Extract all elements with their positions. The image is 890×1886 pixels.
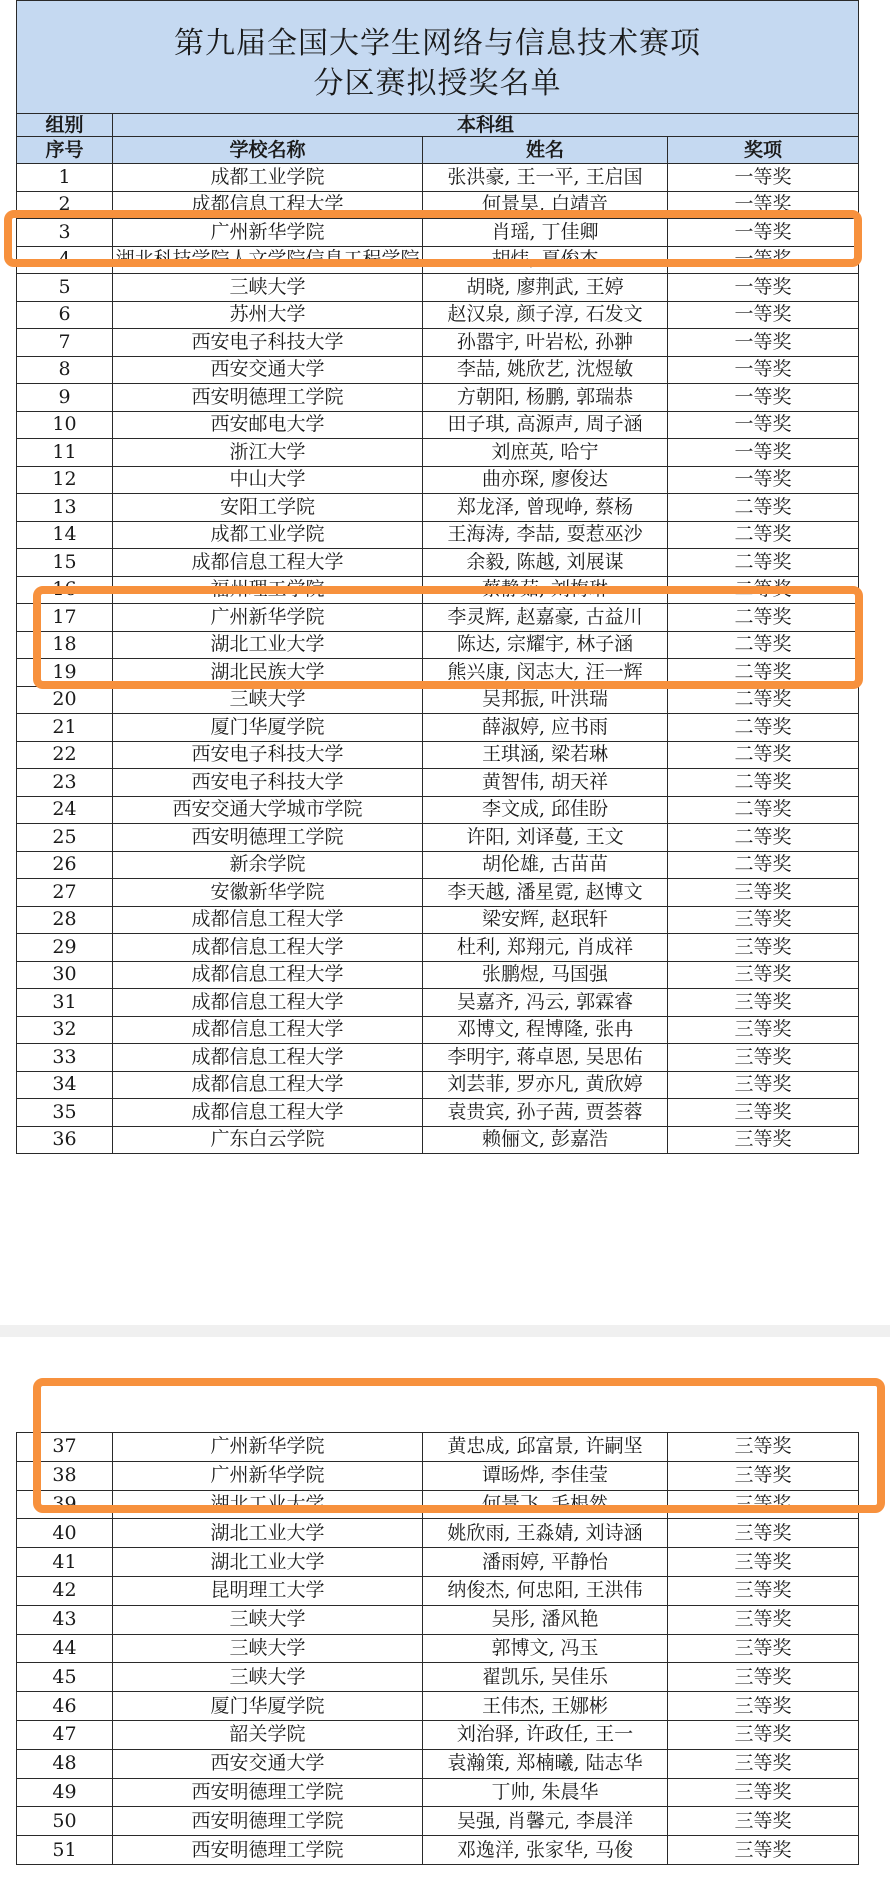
cell-award: 三等奖 [668,1720,859,1749]
cell-index: 15 [17,549,113,577]
cell-index: 24 [17,796,113,824]
cell-index: 42 [17,1576,113,1605]
table-row [17,1605,859,1634]
column-header-index: 序号 [17,137,113,164]
cell-school: 厦门华厦学院 [113,714,423,742]
cell-names: 刘庶英, 哈宁 [423,439,668,467]
table-row [17,164,859,192]
cell-names: 曲亦琛, 廖俊达 [423,466,668,494]
cell-school: 安阳工学院 [113,494,423,522]
cell-index: 38 [17,1461,113,1490]
cell-school: 西安邮电大学 [113,411,423,439]
cell-school: 广州新华学院 [113,1461,423,1490]
cell-school: 广州新华学院 [113,604,423,632]
cell-school: 三峡大学 [113,274,423,302]
cell-names: 姚欣雨, 王淼婧, 刘诗涵 [423,1519,668,1548]
table-row [17,1044,859,1072]
cell-names: 邓博文, 程博隆, 张冉 [423,1016,668,1044]
cell-award: 三等奖 [668,1461,859,1490]
cell-award: 三等奖 [668,1663,859,1692]
cell-award: 二等奖 [668,824,859,852]
cell-names: 郭博文, 冯玉 [423,1634,668,1663]
cell-school: 成都信息工程大学 [113,1071,423,1099]
cell-index: 12 [17,466,113,494]
cell-school: 三峡大学 [113,1605,423,1634]
cell-award: 二等奖 [668,741,859,769]
cell-school: 西安明德理工学院 [113,824,423,852]
table-row [17,494,859,522]
award-table-page-1 [16,0,859,1154]
table-row [17,1692,859,1721]
cell-index: 8 [17,356,113,384]
cell-school: 成都工业学院 [113,164,423,192]
cell-award: 三等奖 [668,1749,859,1778]
table-row [17,741,859,769]
cell-school: 三峡大学 [113,1634,423,1663]
cell-school: 西安交通大学 [113,356,423,384]
table-row [17,1548,859,1577]
cell-names: 谭旸烨, 李佳莹 [423,1461,668,1490]
table-row [17,1126,859,1154]
cell-index: 47 [17,1720,113,1749]
page-separator [0,1325,890,1337]
cell-award: 二等奖 [668,576,859,604]
cell-school: 西安交通大学 [113,1749,423,1778]
cell-names: 梁安辉, 赵珉轩 [423,906,668,934]
cell-index: 9 [17,384,113,412]
cell-names: 胡炜, 夏俊杰 [423,246,668,274]
cell-index: 40 [17,1519,113,1548]
cell-award: 二等奖 [668,796,859,824]
cell-school: 西安明德理工学院 [113,1836,423,1865]
cell-index: 6 [17,301,113,329]
cell-award: 二等奖 [668,494,859,522]
cell-award: 一等奖 [668,356,859,384]
cell-index: 7 [17,329,113,357]
cell-award: 三等奖 [668,1778,859,1807]
cell-index: 16 [17,576,113,604]
table-row [17,714,859,742]
cell-names: 陈达, 宗耀宇, 林子涵 [423,631,668,659]
cell-award: 一等奖 [668,411,859,439]
cell-index: 36 [17,1126,113,1154]
cell-award: 二等奖 [668,851,859,879]
cell-award: 二等奖 [668,549,859,577]
cell-index: 13 [17,494,113,522]
cell-school: 成都信息工程大学 [113,934,423,962]
cell-award: 一等奖 [668,164,859,192]
cell-index: 18 [17,631,113,659]
cell-school: 湖北工业大学 [113,631,423,659]
cell-award: 三等奖 [668,1126,859,1154]
cell-index: 28 [17,906,113,934]
cell-school: 成都信息工程大学 [113,1099,423,1127]
table-row [17,1576,859,1605]
table-row [17,521,859,549]
cell-names: 孙嚣宇, 叶岩松, 孙翀 [423,329,668,357]
cell-award: 一等奖 [668,329,859,357]
cell-names: 何景昊, 白靖音 [423,191,668,219]
cell-award: 一等奖 [668,191,859,219]
cell-award: 二等奖 [668,604,859,632]
cell-index: 29 [17,934,113,962]
cell-names: 袁贵宾, 孙子茜, 贾荟蓉 [423,1099,668,1127]
cell-award: 三等奖 [668,961,859,989]
cell-names: 李天越, 潘星霓, 赵博文 [423,879,668,907]
cell-school: 成都信息工程大学 [113,191,423,219]
cell-index: 37 [17,1433,113,1462]
table-row [17,1720,859,1749]
cell-names: 赖俪文, 彭嘉浩 [423,1126,668,1154]
cell-index: 31 [17,989,113,1017]
cell-school: 西安明德理工学院 [113,384,423,412]
cell-names: 李文成, 邱佳盼 [423,796,668,824]
cell-award: 三等奖 [668,1836,859,1865]
cell-school: 成都工业学院 [113,521,423,549]
cell-index: 46 [17,1692,113,1721]
cell-index: 3 [17,219,113,247]
cell-names: 潘雨婷, 平静怡 [423,1548,668,1577]
cell-school: 湖北科技学院人文学院信息工程学院 [113,246,423,274]
cell-school: 湖北工业大学 [113,1519,423,1548]
cell-names: 方朝阳, 杨鹏, 郭瑞恭 [423,384,668,412]
group-label: 组别 [17,114,113,137]
table-row [17,1836,859,1865]
cell-index: 5 [17,274,113,302]
cell-award: 一等奖 [668,301,859,329]
cell-school: 三峡大学 [113,1663,423,1692]
cell-names: 李明宇, 蒋卓恩, 吴思佑 [423,1044,668,1072]
table-row [17,961,859,989]
cell-names: 赵汉泉, 颜子淳, 石发文 [423,301,668,329]
cell-index: 25 [17,824,113,852]
cell-index: 39 [17,1490,113,1519]
cell-names: 何景飞, 毛根然 [423,1490,668,1519]
column-header-names: 姓名 [423,137,668,164]
cell-award: 三等奖 [668,1490,859,1519]
cell-names: 张洪豪, 王一平, 王启国 [423,164,668,192]
table-row [17,796,859,824]
title-line-1: 第九届全国大学生网络与信息技术赛项 [174,26,701,61]
cell-names: 李灵辉, 赵嘉豪, 古益川 [423,604,668,632]
table-row [17,1016,859,1044]
cell-school: 广州新华学院 [113,1433,423,1462]
cell-award: 三等奖 [668,1807,859,1836]
cell-index: 43 [17,1605,113,1634]
cell-names: 郑龙泽, 曾现峥, 蔡杨 [423,494,668,522]
cell-school: 西安交通大学城市学院 [113,796,423,824]
cell-school: 福州理工学院 [113,576,423,604]
cell-award: 三等奖 [668,1548,859,1577]
cell-award: 一等奖 [668,246,859,274]
cell-index: 19 [17,659,113,687]
table-row [17,1807,859,1836]
cell-names: 吴邦振, 叶洪瑞 [423,686,668,714]
table-row [17,769,859,797]
cell-school: 浙江大学 [113,439,423,467]
cell-index: 27 [17,879,113,907]
table-row [17,824,859,852]
table-row [17,879,859,907]
table-title [17,1,859,114]
cell-school: 韶关学院 [113,1720,423,1749]
cell-index: 45 [17,1663,113,1692]
table-row [17,1519,859,1548]
column-header-school: 学校名称 [113,137,423,164]
table-row [17,549,859,577]
table-row [17,686,859,714]
table-row [17,1099,859,1127]
cell-award: 三等奖 [668,1099,859,1127]
cell-school: 广东白云学院 [113,1126,423,1154]
table-row [17,1778,859,1807]
cell-award: 三等奖 [668,989,859,1017]
cell-names: 邓逸洋, 张家华, 马俊 [423,1836,668,1865]
cell-school: 三峡大学 [113,686,423,714]
cell-index: 32 [17,1016,113,1044]
cell-school: 新余学院 [113,851,423,879]
cell-names: 刘芸菲, 罗亦凡, 黄欣婷 [423,1071,668,1099]
cell-index: 22 [17,741,113,769]
cell-index: 50 [17,1807,113,1836]
cell-names: 胡伦雄, 古苗苗 [423,851,668,879]
cell-award: 三等奖 [668,906,859,934]
cell-school: 成都信息工程大学 [113,906,423,934]
cell-names: 熊兴康, 闵志大, 汪一辉 [423,659,668,687]
cell-index: 10 [17,411,113,439]
cell-school: 湖北工业大学 [113,1490,423,1519]
cell-names: 肖瑶, 丁佳卿 [423,219,668,247]
highlight-box [33,586,863,689]
cell-index: 34 [17,1071,113,1099]
cell-award: 三等奖 [668,934,859,962]
group-value: 本科组 [113,114,859,137]
cell-index: 41 [17,1548,113,1577]
cell-index: 35 [17,1099,113,1127]
cell-index: 51 [17,1836,113,1865]
cell-award: 二等奖 [668,714,859,742]
table-row [17,356,859,384]
cell-award: 二等奖 [668,521,859,549]
cell-names: 纳俊杰, 何忠阳, 王洪伟 [423,1576,668,1605]
cell-index: 48 [17,1749,113,1778]
cell-school: 安徽新华学院 [113,879,423,907]
cell-index: 26 [17,851,113,879]
cell-award: 三等奖 [668,1576,859,1605]
table-row [17,906,859,934]
cell-school: 西安明德理工学院 [113,1807,423,1836]
cell-award: 一等奖 [668,219,859,247]
table-row [17,274,859,302]
cell-names: 刘治驿, 许政任, 王一 [423,1720,668,1749]
table-row [17,439,859,467]
cell-names: 王海涛, 李喆, 耍惹巫沙 [423,521,668,549]
cell-names: 李喆, 姚欣艺, 沈煜敏 [423,356,668,384]
table-row [17,934,859,962]
highlight-box [33,1378,885,1513]
cell-index: 30 [17,961,113,989]
table-row [17,301,859,329]
cell-names: 余毅, 陈越, 刘展谋 [423,549,668,577]
table-row [17,1071,859,1099]
cell-names: 吴嘉齐, 冯云, 郭霖睿 [423,989,668,1017]
cell-names: 翟凯乐, 吴佳乐 [423,1663,668,1692]
cell-index: 44 [17,1634,113,1663]
column-header-award: 奖项 [668,137,859,164]
cell-award: 三等奖 [668,1433,859,1462]
cell-names: 黄智伟, 胡天祥 [423,769,668,797]
cell-school: 苏州大学 [113,301,423,329]
cell-award: 二等奖 [668,659,859,687]
cell-index: 1 [17,164,113,192]
cell-school: 成都信息工程大学 [113,1044,423,1072]
cell-names: 薛淑婷, 应书雨 [423,714,668,742]
cell-names: 吴彤, 潘风艳 [423,1605,668,1634]
table-row [17,1634,859,1663]
cell-school: 成都信息工程大学 [113,549,423,577]
cell-award: 一等奖 [668,274,859,302]
cell-award: 一等奖 [668,384,859,412]
cell-names: 丁帅, 朱晨华 [423,1778,668,1807]
table-row [17,1663,859,1692]
table-row [17,989,859,1017]
cell-index: 49 [17,1778,113,1807]
cell-award: 二等奖 [668,769,859,797]
cell-award: 三等奖 [668,1634,859,1663]
cell-index: 4 [17,246,113,274]
cell-index: 33 [17,1044,113,1072]
cell-school: 广州新华学院 [113,219,423,247]
highlight-box [4,210,862,267]
cell-school: 西安电子科技大学 [113,741,423,769]
cell-index: 21 [17,714,113,742]
table-row [17,384,859,412]
cell-index: 14 [17,521,113,549]
cell-school: 湖北民族大学 [113,659,423,687]
cell-index: 23 [17,769,113,797]
table-row [17,851,859,879]
cell-award: 一等奖 [668,439,859,467]
cell-award: 三等奖 [668,1016,859,1044]
cell-award: 三等奖 [668,1044,859,1072]
table-row [17,1749,859,1778]
cell-names: 王伟杰, 王娜彬 [423,1692,668,1721]
cell-names: 袁瀚策, 郑楠曦, 陆志华 [423,1749,668,1778]
cell-index: 20 [17,686,113,714]
cell-school: 西安电子科技大学 [113,769,423,797]
cell-award: 三等奖 [668,1692,859,1721]
cell-school: 西安电子科技大学 [113,329,423,357]
cell-names: 许阳, 刘译蔓, 王文 [423,824,668,852]
cell-award: 三等奖 [668,879,859,907]
cell-school: 昆明理工大学 [113,1576,423,1605]
cell-award: 三等奖 [668,1071,859,1099]
cell-school: 厦门华厦学院 [113,1692,423,1721]
cell-names: 田子琪, 高源声, 周子涵 [423,411,668,439]
cell-school: 成都信息工程大学 [113,1016,423,1044]
cell-names: 吴强, 肖馨元, 李晨洋 [423,1807,668,1836]
cell-index: 17 [17,604,113,632]
table-row [17,411,859,439]
cell-school: 西安明德理工学院 [113,1778,423,1807]
cell-index: 11 [17,439,113,467]
cell-school: 湖北工业大学 [113,1548,423,1577]
cell-school: 成都信息工程大学 [113,961,423,989]
cell-names: 王琪涵, 梁若琳 [423,741,668,769]
cell-award: 二等奖 [668,686,859,714]
cell-names: 胡晓, 廖荆武, 王婷 [423,274,668,302]
table-row [17,329,859,357]
cell-award: 二等奖 [668,631,859,659]
cell-names: 黄忠成, 邱富景, 许嗣坚 [423,1433,668,1462]
cell-names: 张鹏煜, 马国强 [423,961,668,989]
cell-school: 中山大学 [113,466,423,494]
title-line-2: 分区赛拟授奖名单 [313,66,562,101]
cell-school: 成都信息工程大学 [113,989,423,1017]
cell-names: 杜利, 郑翔元, 肖成祥 [423,934,668,962]
cell-names: 蔡静茹, 刘梅琳 [423,576,668,604]
cell-award: 一等奖 [668,466,859,494]
table-row [17,466,859,494]
cell-award: 三等奖 [668,1605,859,1634]
cell-index: 2 [17,191,113,219]
cell-award: 三等奖 [668,1519,859,1548]
